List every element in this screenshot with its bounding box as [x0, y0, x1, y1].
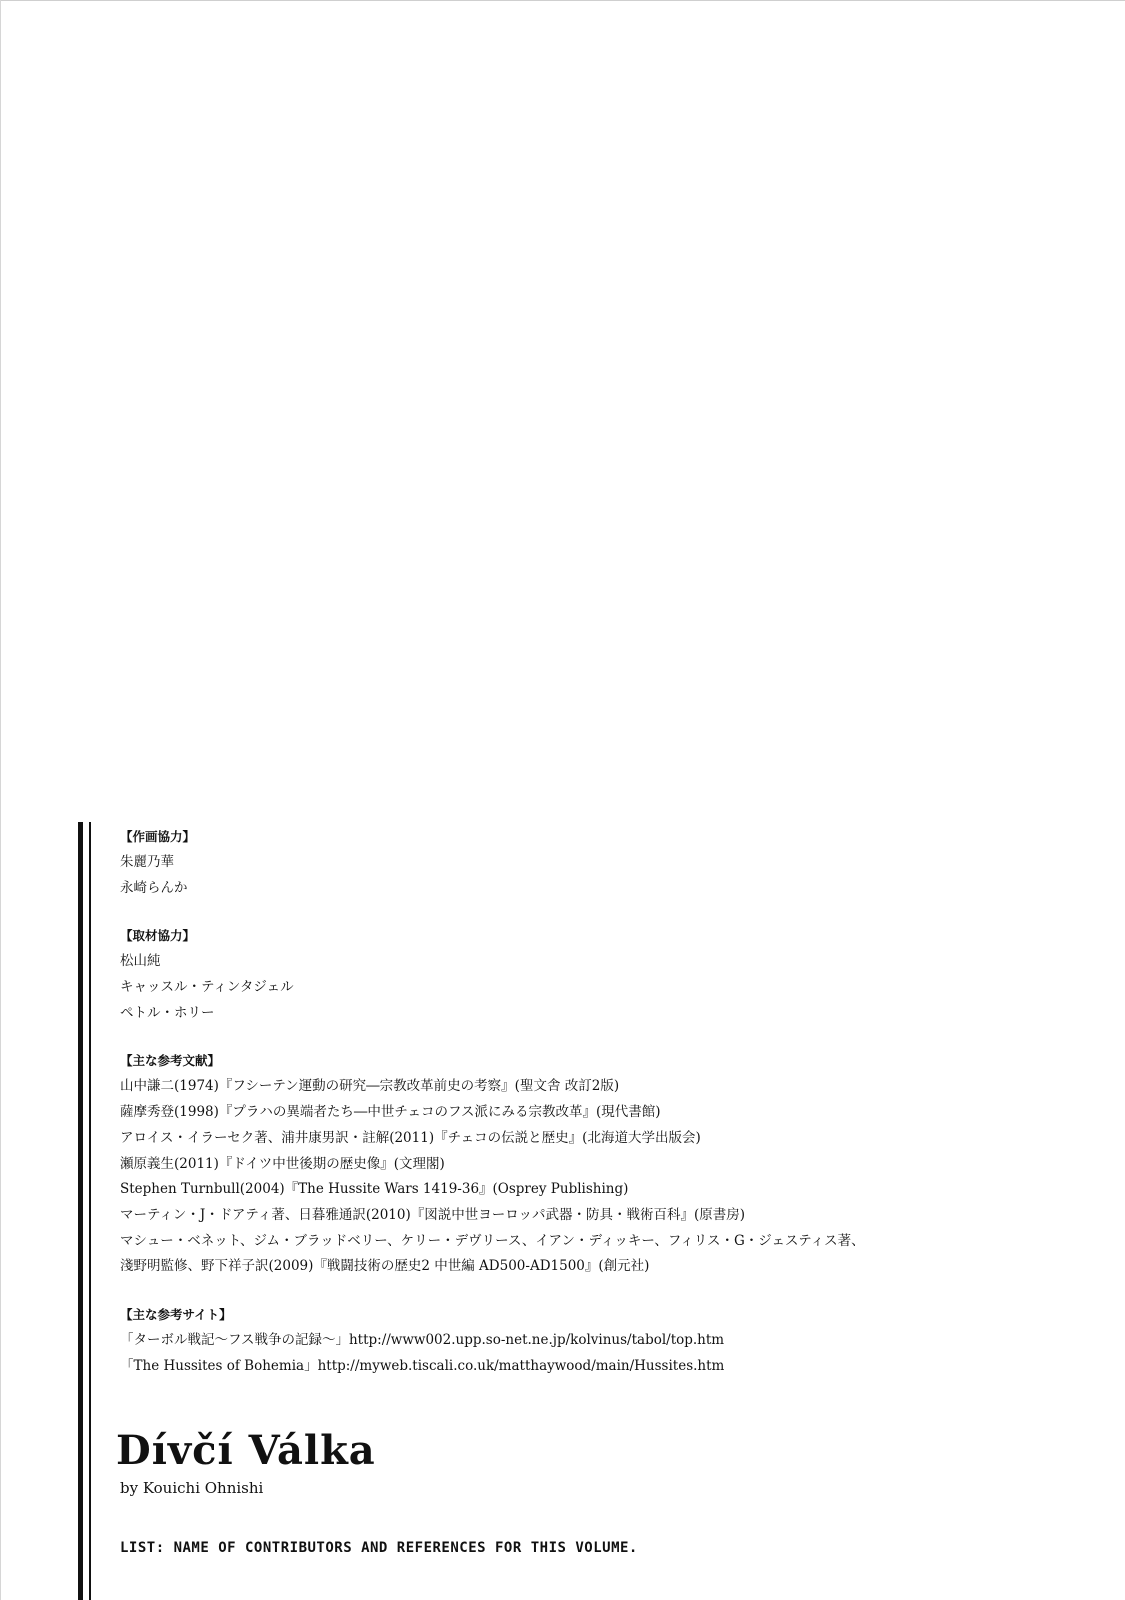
- research-assist-name: 松山純: [120, 953, 161, 970]
- reference-entry: マーティン・J・ドアティ著、日暮雅通訳(2010)『図説中世ヨーロッパ武器・防具・戦術百科』(原書房): [120, 1206, 745, 1223]
- margin-rule-thick: [78, 822, 83, 1600]
- site-entry: 「The Hussites of Bohemia」http://myweb.tiscali.co.uk/matthaywood/main/Hussites.htm: [120, 1357, 725, 1374]
- page-top-border: [0, 0, 1125, 1]
- reference-entry: 山中謙二(1974)『フシーテン運動の研究―宗教改革前史の考察』(聖文舎 改訂2版): [120, 1078, 620, 1095]
- title-block: [116, 1428, 376, 1498]
- research-assist-name: キャッスル・ティンタジェル: [120, 979, 294, 996]
- book-title: Dívčí Válka: [116, 1427, 376, 1474]
- credits-block: [120, 824, 1100, 1401]
- research-assist-name: ペトル・ホリー: [120, 1004, 215, 1021]
- site-entry: 「ターボル戦記～フス戦争の記録～」http://www002.upp.so-net.ne.jp/kolvinus/tabol/top.htm: [120, 1331, 725, 1348]
- reference-entry: 淺野明監修、野下祥子訳(2009)『戦闘技術の歴史2 中世編 AD500-AD1500』(創元社): [120, 1258, 650, 1275]
- reference-entry: Stephen Turnbull(2004)『The Hussite Wars 1419-36』(Osprey Publishing): [120, 1181, 629, 1198]
- reference-entry: 瀬原義生(2011)『ドイツ中世後期の歴史像』(文理閣): [120, 1155, 445, 1172]
- sites-section: [120, 1302, 1100, 1379]
- references-section: [120, 1048, 1100, 1280]
- art-assist-name: 朱麗乃華: [120, 854, 174, 870]
- margin-rule-thin: [89, 822, 91, 1600]
- reference-entry: アロイス・イラーセク著、浦井康男訳・註解(2011)『チェコの伝説と歴史』(北海道大学出版会): [120, 1129, 701, 1146]
- translator-note: LIST: NAME OF CONTRIBUTORS AND REFERENCES FOR THIS VOLUME.: [120, 1540, 638, 1556]
- reference-entry: マシュー・ベネット、ジム・ブラッドベリー、ケリー・デヴリース、イアン・ディッキー、フィリス・G・ジェスティス著、: [120, 1232, 865, 1249]
- art-assist-name: 永崎らんか: [120, 879, 188, 896]
- sites-heading: 【主な参考サイト】: [120, 1306, 232, 1322]
- art-assist-heading: 【作画協力】: [120, 829, 196, 844]
- art-assist-section: [120, 824, 1100, 901]
- author-byline: by Kouichi Ohnishi: [120, 1479, 264, 1497]
- page-left-border: [0, 0, 1, 1600]
- research-assist-heading: 【取材協力】: [120, 928, 196, 944]
- research-assist-section: [120, 923, 1100, 1026]
- reference-entry: 薩摩秀登(1998)『プラハの異端者たち―中世チェコのフス派にみる宗教改革』(現代書館): [120, 1104, 661, 1121]
- references-heading: 【主な参考文献】: [120, 1053, 221, 1069]
